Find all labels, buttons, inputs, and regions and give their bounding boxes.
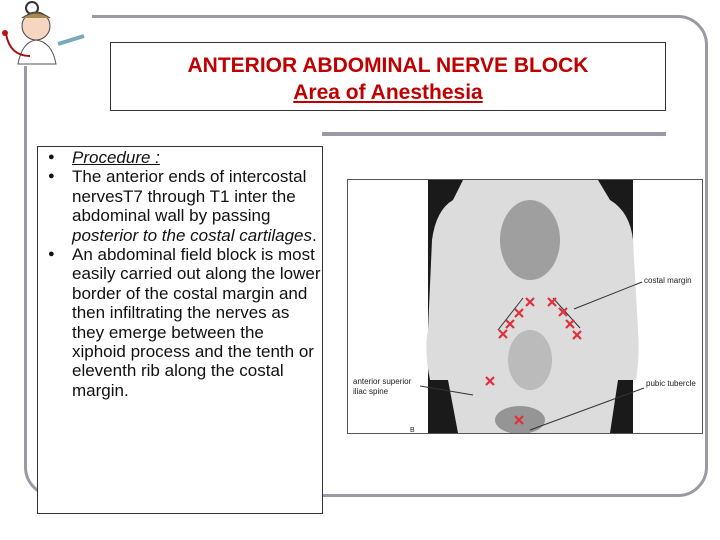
label-costal-margin: costal margin — [644, 276, 692, 285]
procedure-text-box — [37, 146, 323, 514]
label-pubic-tubercle: pubic tubercle — [646, 379, 696, 388]
bullet-item — [38, 167, 322, 245]
bullet-icon: ● — [48, 170, 55, 183]
bullet-text: The anterior ends of intercostal nervesT7 through T1 inter the abdominal wall by passing — [72, 167, 307, 226]
bullet-icon: ● — [48, 151, 55, 163]
bullet-text: An abdominal field block is most easily carried out along the lower border of the costal margin and then infiltrating the nerves as they emerge between the xiphoid process and the tenth or eleventh rib along the costal margin. — [72, 245, 321, 400]
slide-subtitle: Area of Anesthesia — [293, 81, 483, 104]
bullet-item — [38, 245, 322, 400]
bullet-item — [38, 148, 322, 167]
doctor-mascot-image — [0, 0, 92, 66]
label-panel: B — [410, 427, 415, 433]
bullet-text: posterior to the costal cartilages — [72, 225, 313, 245]
label-iliac-spine: iliac spine — [353, 387, 389, 396]
divider — [322, 132, 666, 136]
bullet-list — [38, 148, 322, 400]
anatomy-figure — [347, 179, 703, 434]
bullet-text: Procedure : — [72, 148, 160, 167]
slide-title: ANTERIOR ABDOMINAL NERVE BLOCK — [187, 54, 589, 77]
bullet-icon: ● — [48, 248, 55, 261]
title-box — [110, 42, 666, 111]
label-anterior-superior: anterior superior — [353, 377, 412, 386]
bullet-text: . — [312, 225, 317, 245]
